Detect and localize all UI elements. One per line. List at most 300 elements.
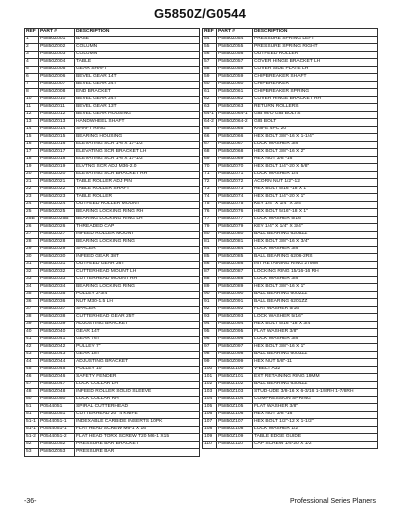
table-row: [203, 216, 378, 224]
ref-cell: 98: [203, 351, 217, 359]
ref-cell: 37: [25, 306, 39, 314]
part-number-cell: P5850Z044: [39, 359, 75, 367]
description-cell: THREADED CAP: [75, 224, 200, 232]
description-cell: CUTTERHEAD MOUNT LH: [75, 269, 200, 277]
ref-cell: 75: [203, 201, 217, 209]
description-cell: LOCKING RING 15/16-16 RH: [253, 269, 378, 277]
ref-cell: 24: [25, 201, 39, 209]
ref-cell: 95: [203, 329, 217, 337]
description-cell: COLUMN: [75, 51, 200, 59]
table-row: [25, 201, 200, 209]
description-cell: INFEED ROLLER SOLID SLEEVE: [75, 389, 200, 397]
table-row: [203, 261, 378, 269]
description-cell: LOCK WASHER 3/8": [253, 246, 378, 254]
part-header: PART #: [217, 29, 253, 37]
table-row: [25, 441, 200, 449]
ref-cell: 94: [203, 321, 217, 329]
table-row: [203, 396, 378, 404]
description-cell: PULLEY 10": [75, 366, 200, 374]
ref-cell: 35: [25, 291, 39, 299]
ref-cell: 72: [203, 179, 217, 187]
ref-cell: 47: [25, 381, 39, 389]
description-cell: OUTFEED ROLLER MOUNT: [75, 201, 200, 209]
description-cell: BASE: [75, 36, 200, 44]
table-row: [25, 224, 200, 232]
part-number-cell: P5850Z008: [39, 89, 75, 97]
parts-table-right: [202, 28, 378, 449]
ref-cell: 41: [25, 336, 39, 344]
part-number-cell: P5850Z007: [39, 81, 75, 89]
table-row: [25, 426, 200, 434]
table-row: [203, 366, 378, 374]
table-row: [25, 449, 200, 457]
description-cell: INFEED GEAR 38T: [75, 254, 200, 262]
table-row: [25, 351, 200, 359]
description-cell: LOCK WASHER 5/16": [253, 314, 378, 322]
table-row: [25, 276, 200, 284]
ref-cell: 89: [203, 284, 217, 292]
part-number-cell: P5850Z073: [217, 186, 253, 194]
table-row: [25, 141, 200, 149]
description-cell: PRESSURE BAR BRACKET: [75, 441, 200, 449]
description-cell: ELEVATING SCR BRACKET LH: [75, 149, 200, 157]
part-number-cell: P5850Z019: [39, 164, 75, 172]
description-cell: PRESSURE BAR: [75, 449, 200, 457]
ref-cell: 26: [25, 224, 39, 232]
table-row: [25, 396, 200, 404]
description-cell: INFEED ROLLER MOUNT: [75, 231, 200, 239]
table-row: [203, 284, 378, 292]
part-number-cell: P5850Z027: [39, 231, 75, 239]
ref-cell: 79: [203, 224, 217, 232]
description-cell: STUD-UDE 3/8-16 X 6-3/16 1-1/8RH 1-7/8RH: [253, 389, 378, 397]
part-number-cell: P5850Z100: [217, 366, 253, 374]
description-cell: HEX BOLT 1/2"-12 X 1-1/2": [253, 419, 378, 427]
description-cell: CUTTERHEAD 20" 4 KNIFE: [75, 411, 200, 419]
part-number-cell: P5850Z029: [39, 246, 75, 254]
part-number-cell: P5850Z067: [217, 141, 253, 149]
part-number-cell: P5850Z024: [39, 201, 75, 209]
ref-cell: 56: [203, 51, 217, 59]
description-cell: HEX NUT 5/8"-11: [253, 359, 378, 367]
ref-cell: 64-2: [203, 119, 217, 127]
ref-cell: 105: [203, 404, 217, 412]
part-number-cell: P5850Z048: [39, 389, 75, 397]
description-cell: CUTTERHEAD GEAR 25T: [75, 314, 200, 322]
part-number-cell: P5850Z030: [39, 254, 75, 262]
table-row: [203, 179, 378, 187]
table-row: [203, 344, 378, 352]
ref-cell: 43: [25, 351, 39, 359]
part-number-cell: P5850Z103: [217, 389, 253, 397]
description-cell: ELVTNG SCR ADJ M36-2.0: [75, 164, 200, 172]
table-row: [25, 66, 200, 74]
table-header-row: [25, 29, 200, 37]
ref-cell: 15: [25, 134, 39, 142]
table-row: [203, 89, 378, 97]
ref-cell: 110: [203, 441, 217, 449]
part-number-cell: P5850Z040: [39, 329, 75, 337]
part-number-cell: P5850Z070: [217, 164, 253, 172]
ref-cell: 54: [203, 36, 217, 44]
table-row: [203, 336, 378, 344]
table-row: [203, 74, 378, 82]
ref-cell: 38: [25, 314, 39, 322]
part-number-cell: P5850Z060: [217, 81, 253, 89]
ref-cell: 46: [25, 374, 39, 382]
part-number-cell: P0544051-2: [39, 434, 75, 442]
description-cell: BEARING LOCKING RING: [75, 284, 200, 292]
part-number-cell: P5850Z022: [39, 186, 75, 194]
table-row: [25, 261, 200, 269]
table-row: [203, 314, 378, 322]
ref-cell: 87: [203, 269, 217, 277]
part-number-cell: P5850Z077: [217, 216, 253, 224]
description-cell: PULLEY 7": [75, 344, 200, 352]
ref-cell: 109: [203, 434, 217, 442]
description-cell: END BRACKET: [75, 89, 200, 97]
description-cell: BEARING LOCKING RING RH: [75, 209, 200, 217]
ref-cell: 20: [25, 171, 39, 179]
description-cell: HEX BOLT 1/4"-20 X 5/8": [253, 164, 378, 172]
description-cell: LOCK WASHER 1/4": [253, 171, 378, 179]
ref-cell: 3: [25, 51, 39, 59]
ref-cell: 85: [203, 254, 217, 262]
table-row: [25, 359, 200, 367]
table-row: [203, 254, 378, 262]
table-row: [25, 186, 200, 194]
part-number-cell: P5850Z021: [39, 179, 75, 187]
ref-cell: 33: [25, 276, 39, 284]
ref-cell: 84: [203, 246, 217, 254]
part-number-cell: P5850Z047: [39, 381, 75, 389]
part-number-cell: P5850Z099: [217, 359, 253, 367]
part-number-cell: P5850Z075: [217, 201, 253, 209]
description-cell: SPACER: [75, 246, 200, 254]
table-row: [25, 389, 200, 397]
part-number-cell: P5850Z105: [217, 404, 253, 412]
part-number-cell: P5850Z098: [217, 351, 253, 359]
ref-cell: 40: [25, 329, 39, 337]
table-row: [25, 119, 200, 127]
ref-cell: 90: [203, 291, 217, 299]
description-cell: HEX BOLT 5/16"-18 X 1": [253, 186, 378, 194]
part-number-cell: P5850Z062: [217, 96, 253, 104]
part-number-cell: P5850Z025B: [39, 216, 75, 224]
table-row: [25, 299, 200, 307]
description-cell: RETURN ROLLERS: [253, 104, 378, 112]
ref-cell: 22: [25, 186, 39, 194]
description-cell: CHIPBREAKER: [253, 81, 378, 89]
table-row: [203, 351, 378, 359]
part-number-cell: P5850Z002: [39, 44, 75, 52]
part-number-cell: P5850Z065: [217, 126, 253, 134]
part-number-cell: P5850Z026: [39, 224, 75, 232]
part-number-cell: P5850Z055: [217, 44, 253, 52]
ref-cell: 36: [25, 299, 39, 307]
description-cell: INT RETAINING RING 27MM: [253, 261, 378, 269]
table-row: [25, 246, 200, 254]
ref-cell: 19: [25, 164, 39, 172]
description-cell: HEX BOLT 3/8"-16 X 1": [253, 284, 378, 292]
table-row: [203, 126, 378, 134]
description-cell: FLAT WASHER 3/8": [253, 404, 378, 412]
table-row: [203, 359, 378, 367]
ref-cell: 6: [25, 74, 39, 82]
table-row: [203, 66, 378, 74]
part-number-cell: P5850Z015: [39, 134, 75, 142]
ref-cell: 51-2: [25, 434, 39, 442]
ref-cell: 17: [25, 149, 39, 157]
part-number-cell: P5850Z042: [39, 344, 75, 352]
description-cell: ADJUSTING BRACKET: [75, 321, 200, 329]
ref-cell: 64-1: [203, 111, 217, 119]
ref-cell: 74: [203, 194, 217, 202]
table-row: [25, 321, 200, 329]
part-number-cell: P5850Z110: [217, 441, 253, 449]
table-row: [25, 419, 200, 427]
part-number-cell: P5850Z093: [217, 314, 253, 322]
part-number-cell: P5850Z084: [217, 246, 253, 254]
description-cell: FLAT WASHER 5/16": [253, 306, 378, 314]
description-cell: HEX BOLT 3/8"-16 X 2": [253, 149, 378, 157]
part-number-cell: P5850Z095: [217, 329, 253, 337]
table-row: [25, 179, 200, 187]
description-cell: BEVEL GEAR HOUSING: [75, 111, 200, 119]
part-number-cell: P5850Z091: [217, 299, 253, 307]
table-row: [25, 149, 200, 157]
part-number-cell: P5850Z058: [217, 66, 253, 74]
part-number-cell: P5850Z033: [39, 276, 75, 284]
part-number-cell: P5850Z064-1: [217, 111, 253, 119]
table-row: [203, 306, 378, 314]
part-number-cell: P5850Z003: [39, 51, 75, 59]
part-number-cell: P5850Z085: [217, 254, 253, 262]
description-cell: ADJUSTING BRACKET: [75, 359, 200, 367]
ref-cell: 81: [203, 239, 217, 247]
description-cell: HEX BOLT 3/8"-16 X 1-1/4": [253, 134, 378, 142]
table-row: [203, 119, 378, 127]
part-number-cell: P0544051: [39, 404, 75, 412]
description-cell: LOCK WASHER 5/16": [253, 216, 378, 224]
description-cell: ELEVATING SCR BRACKET RH: [75, 171, 200, 179]
description-cell: BALL BEARING 6002ZZ: [253, 291, 378, 299]
description-cell: SAFETY FENDER: [75, 374, 200, 382]
ref-cell: 102: [203, 381, 217, 389]
ref-cell: 34: [25, 284, 39, 292]
ref-cell: 66: [203, 134, 217, 142]
description-cell: SPACER: [75, 306, 200, 314]
table-row: [203, 419, 378, 427]
description-cell: BALL BEARING 6205ZZ: [253, 231, 378, 239]
description-cell: GEAR SHAFT: [75, 66, 200, 74]
ref-cell: 86: [203, 261, 217, 269]
description-cell: BALL BEARING 6206-2RS: [253, 254, 378, 262]
description-cell: OUTFEED ROLLER: [253, 51, 378, 59]
table-row: [203, 149, 378, 157]
table-row: [203, 374, 378, 382]
table-row: [203, 411, 378, 419]
description-cell: BALL BEARING 6201ZZ: [253, 299, 378, 307]
part-number-cell: P5850Z045: [39, 366, 75, 374]
table-row: [203, 141, 378, 149]
description-cell: BEVEL GEAR 13T: [75, 104, 200, 112]
ref-cell: 57: [203, 59, 217, 67]
ref-cell: 25B: [25, 216, 39, 224]
description-cell: V-BELT A32: [253, 366, 378, 374]
ref-cell: 1: [25, 36, 39, 44]
part-number-cell: P5850Z046: [39, 374, 75, 382]
description-cell: INDEXABLE CARBIDE INSERTS 10PK: [75, 419, 200, 427]
part-number-cell: P5850Z068: [217, 149, 253, 157]
part-number-cell: P5850Z094: [217, 321, 253, 329]
description-header: DESCRIPTION: [253, 29, 378, 37]
table-row: [25, 164, 200, 172]
description-cell: LOCK WASHER 3/8": [253, 141, 378, 149]
description-cell: BEARING HOUSING: [75, 134, 200, 142]
description-cell: HEX BOLT 1/4"-20 X 1": [253, 194, 378, 202]
table-row: [203, 194, 378, 202]
description-cell: COMPRESSION SPRING: [253, 396, 378, 404]
description-cell: KEY 1/4" X 1/4" X 3/4": [253, 224, 378, 232]
part-number-cell: P5850Z017: [39, 149, 75, 157]
part-number-cell: P5850Z025: [39, 209, 75, 217]
description-cell: GEAR 76T: [75, 336, 200, 344]
part-number-cell: P5850Z036: [39, 299, 75, 307]
part-number-cell: P5850Z037: [39, 306, 75, 314]
description-cell: HEX BOLT 5/16"-18 X 3/4": [253, 321, 378, 329]
description-cell: COLUMN: [75, 44, 200, 52]
part-number-cell: P5850Z072: [217, 179, 253, 187]
table-row: [203, 389, 378, 397]
description-header: DESCRIPTION: [75, 29, 200, 37]
ref-cell: 104: [203, 396, 217, 404]
description-cell: GEAR 18T: [75, 351, 200, 359]
ref-cell: 45: [25, 366, 39, 374]
part-number-cell: P5850Z032: [39, 269, 75, 277]
part-number-cell: P5850Z079: [217, 224, 253, 232]
part-number-cell: P5850Z107: [217, 419, 253, 427]
ref-cell: 67: [203, 141, 217, 149]
ref-cell: 70: [203, 164, 217, 172]
description-cell: ACORN NUT 1/2"-12: [253, 179, 378, 187]
ref-cell: 69: [203, 156, 217, 164]
part-number-cell: P5850Z089: [217, 284, 253, 292]
table-row: [25, 291, 200, 299]
ref-cell: 23: [25, 194, 39, 202]
part-number-cell: P5850Z106: [217, 411, 253, 419]
ref-cell: 88: [203, 276, 217, 284]
ref-cell: 27: [25, 231, 39, 239]
description-cell: FLAT HEAD SCREW M6-1 X 16: [75, 426, 200, 434]
table-row: [203, 104, 378, 112]
part-number-cell: P5850Z034: [39, 284, 75, 292]
ref-cell: 29: [25, 246, 39, 254]
ref-cell: 58: [203, 66, 217, 74]
table-row: [203, 36, 378, 44]
part-number-cell: P5850Z057: [217, 59, 253, 67]
ref-cell: 8: [25, 89, 39, 97]
table-row: [203, 201, 378, 209]
ref-cell: 51: [25, 411, 39, 419]
description-cell: LOCK COLLAR LH: [75, 381, 200, 389]
table-row: [203, 291, 378, 299]
description-cell: COVER SIDE PLATE LH: [253, 66, 378, 74]
part-number-cell: P5850Z014: [39, 126, 75, 134]
ref-cell: 5: [25, 66, 39, 74]
description-cell: FLAT HEAD TORX SCREW T20 M6-1 X15: [75, 434, 200, 442]
table-row: [25, 96, 200, 104]
ref-cell: 25: [25, 209, 39, 217]
part-number-cell: P5850Z004: [39, 59, 75, 67]
part-number-cell: P5850Z005: [39, 66, 75, 74]
table-row: [25, 104, 200, 112]
table-row: [25, 344, 200, 352]
description-cell: BEARING LOCKING RING LH: [75, 216, 200, 224]
table-row: [203, 381, 378, 389]
ref-cell: 63: [203, 104, 217, 112]
part-number-cell: P5850Z001: [39, 36, 75, 44]
description-cell: LOCK WASHER 3/8": [253, 336, 378, 344]
footer-brand: Professional Series Planers: [290, 498, 376, 505]
table-row: [25, 156, 200, 164]
table-row: [25, 434, 200, 442]
ref-cell: 13: [25, 119, 39, 127]
part-number-cell: P5850Z092: [217, 306, 253, 314]
table-row: [25, 194, 200, 202]
description-cell: LOCK COLLAR RH: [75, 396, 200, 404]
table-row: [203, 246, 378, 254]
ref-cell: 30: [25, 254, 39, 262]
part-number-cell: P5850Z071: [217, 171, 253, 179]
ref-header: REF: [25, 29, 39, 37]
description-cell: TABLE ROLLER: [75, 194, 200, 202]
ref-cell: 107: [203, 419, 217, 427]
description-cell: BALL BEARING 6304ZZ: [253, 381, 378, 389]
table-row: [203, 81, 378, 89]
description-cell: ELEVATING SCR 1-6 X 17-1/2": [75, 156, 200, 164]
table-row: [203, 164, 378, 172]
part-number-cell: P5850Z028: [39, 239, 75, 247]
part-number-cell: P5850Z023: [39, 194, 75, 202]
table-row: [25, 254, 200, 262]
part-number-cell: P5850Z097: [217, 344, 253, 352]
table-row: [203, 111, 378, 119]
ref-cell: 96: [203, 336, 217, 344]
part-number-cell: P5850Z041: [39, 336, 75, 344]
description-cell: TABLE ROLLER SHAFT: [75, 186, 200, 194]
ref-cell: 39: [25, 321, 39, 329]
table-row: [203, 276, 378, 284]
table-row: [203, 134, 378, 142]
ref-cell: 91: [203, 299, 217, 307]
description-cell: TABLE: [75, 59, 200, 67]
part-number-cell: P5850Z018: [39, 156, 75, 164]
ref-cell: 10: [25, 96, 39, 104]
ref-cell: 53: [25, 449, 39, 457]
ref-cell: 103: [203, 389, 217, 397]
table-row: [203, 434, 378, 442]
ref-cell: 101: [203, 374, 217, 382]
part-number-cell: P5850Z074: [217, 194, 253, 202]
part-number-cell: P5850Z011: [39, 104, 75, 112]
part-number-cell: P5850Z109: [217, 434, 253, 442]
part-number-cell: P5850Z051: [39, 411, 75, 419]
table-row: [203, 96, 378, 104]
ref-cell: 48: [25, 389, 39, 397]
part-number-cell: P5850Z086: [217, 261, 253, 269]
part-number-cell: P5850Z052: [39, 441, 75, 449]
